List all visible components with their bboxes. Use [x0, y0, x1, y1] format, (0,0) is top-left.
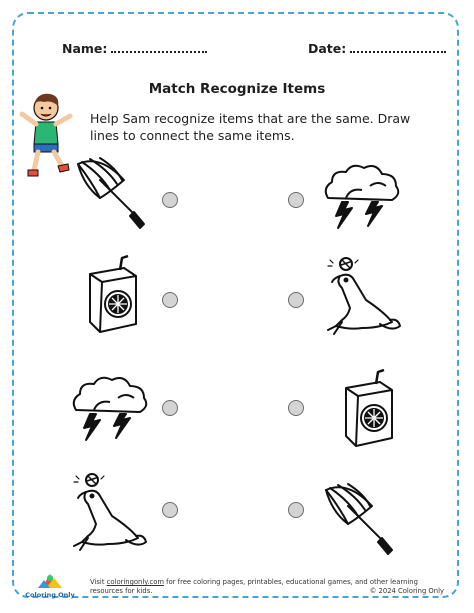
- date-label: Date:: [308, 41, 347, 56]
- right-item-juice-box: [326, 366, 414, 452]
- worksheet-title: Match Recognize Items: [148, 81, 326, 97]
- left-item-juice-box: [70, 252, 158, 338]
- name-field[interactable]: [62, 40, 207, 56]
- right-item-storm-clouds: [318, 150, 406, 236]
- left-dot-4[interactable]: [162, 502, 178, 518]
- left-item-umbrella: [70, 150, 158, 236]
- storm-cloud-icon: [318, 150, 406, 236]
- left-dot-2[interactable]: [162, 292, 178, 308]
- copyright: © 2024 Coloring Only: [369, 587, 444, 595]
- sam-mascot-illustration: [16, 90, 76, 182]
- right-dot-2[interactable]: [288, 292, 304, 308]
- right-dot-4[interactable]: [288, 502, 304, 518]
- instructions-text: Help Sam recognize items that are the same. Draw lines to connect the same items.: [90, 111, 411, 143]
- umbrella-icon: [318, 476, 406, 562]
- coloring-only-logo: [20, 572, 80, 602]
- logo-text: Coloring Only: [25, 591, 75, 599]
- seal-icon: [320, 254, 408, 340]
- right-dot-1[interactable]: [288, 192, 304, 208]
- footer-visit: Visit: [90, 578, 105, 586]
- name-label: Name:: [62, 41, 108, 56]
- juice-box-icon: [326, 366, 414, 452]
- footer-site-link[interactable]: coloringonly.com: [106, 578, 164, 586]
- right-dot-3[interactable]: [288, 400, 304, 416]
- seal-icon: [66, 470, 154, 556]
- left-dot-1[interactable]: [162, 192, 178, 208]
- name-blank-line[interactable]: [111, 40, 207, 53]
- left-item-seal: [66, 470, 154, 556]
- right-item-umbrella: [318, 476, 406, 562]
- umbrella-icon: [70, 150, 158, 236]
- juice-box-icon: [70, 252, 158, 338]
- left-dot-3[interactable]: [162, 400, 178, 416]
- date-blank-line[interactable]: [350, 40, 446, 53]
- storm-cloud-icon: [66, 362, 154, 448]
- date-field[interactable]: [308, 40, 446, 56]
- left-item-storm-clouds: [66, 362, 154, 448]
- footer-description: for free coloring pages, printables, educational games, and other learning resources for kids.: [90, 578, 418, 595]
- right-item-seal: [320, 254, 408, 340]
